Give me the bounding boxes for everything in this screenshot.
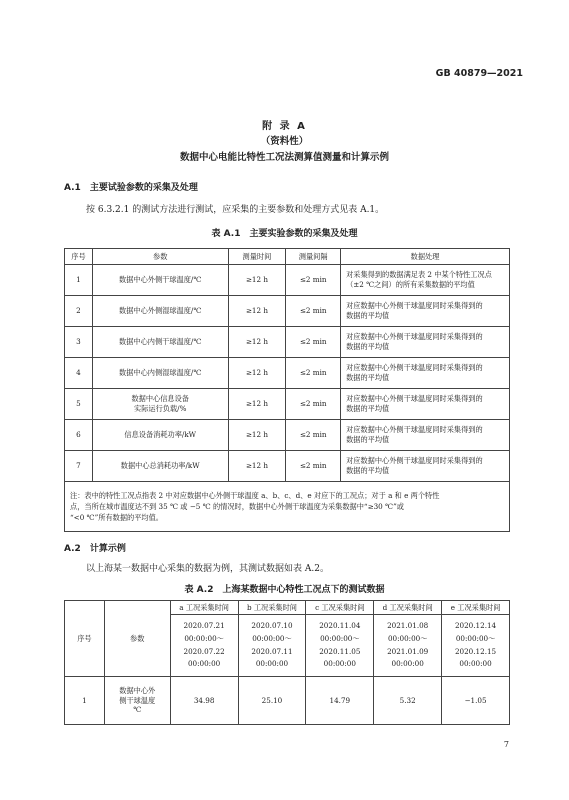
time-line: 00:00:00～ xyxy=(320,633,360,643)
row-time: ≥12 h xyxy=(228,451,286,482)
row-no: 2 xyxy=(65,296,93,327)
time-line: 00:00:00 xyxy=(391,659,424,669)
table-a1-note xyxy=(65,482,510,532)
appendix-title: 附 录 A xyxy=(262,121,307,132)
table-a2-caption: 表 A.2 上海某数据中心特性工况点下的测试数据 xyxy=(184,585,385,595)
row-param xyxy=(92,327,228,358)
row-no: 1 xyxy=(65,265,93,296)
row-param xyxy=(92,265,228,296)
table-a1-row xyxy=(65,420,510,451)
table-a1-header-processing: 数据处理 xyxy=(341,249,510,265)
time-line: 00:00:00 xyxy=(459,659,492,669)
time-line: 00:00:00 xyxy=(255,659,289,669)
processing-line: 对应数据中心外侧干球温度同时采集得到的 xyxy=(346,394,483,404)
row-param xyxy=(92,389,228,420)
processing-line: 对应数据中心外侧干球温度同时采集得到的 xyxy=(346,456,483,466)
row-processing xyxy=(341,451,510,482)
table-a1-note-line: “<0 ℃”所有数据的平均值。 xyxy=(70,513,163,523)
table-a1-header-time: 测量时间 xyxy=(228,249,286,265)
section-a1-heading: A.1 主要试验参数的采集及处理 xyxy=(64,183,198,193)
table-a2-col-label: e 工况采集时间 xyxy=(442,601,510,615)
section-a2-text: 以上海某一数据中心采集的数据为例，其测试数据如表 A.2。 xyxy=(86,564,329,574)
table-a2-row-no: 1 xyxy=(65,677,105,725)
table-a1-row xyxy=(65,265,510,296)
table-a2-col-time xyxy=(170,615,238,677)
row-param xyxy=(92,296,228,327)
time-line: 00:00:00 xyxy=(187,659,221,669)
row-time: ≥12 h xyxy=(228,265,286,296)
processing-line: 对应数据中心外侧干球温度同时采集得到的 xyxy=(346,301,483,311)
table-a2-value: 5.32 xyxy=(374,677,442,725)
row-processing xyxy=(341,265,510,296)
param-line: 数据中心内侧湿球温度/℃ xyxy=(119,368,202,378)
row-interval: ≤2 min xyxy=(286,327,341,358)
table-a2-value: 25.10 xyxy=(238,677,306,725)
section-a1-text: 按 6.3.2.1 的测试方法进行测试，应采集的主要参数和处理方式见表 A.1。 xyxy=(86,205,385,215)
row-time: ≥12 h xyxy=(228,420,286,451)
param-line: 信息设备消耗功率/kW xyxy=(124,430,197,440)
table-a2-col-label: c 工况采集时间 xyxy=(306,601,374,615)
table-a2-value: 34.98 xyxy=(170,677,238,725)
row-interval: ≤2 min xyxy=(286,296,341,327)
table-a2-header-no: 序号 xyxy=(65,601,105,677)
processing-line: 对应数据中心外侧干球温度同时采集得到的 xyxy=(346,425,483,435)
processing-line: 数据的平均值 xyxy=(346,373,390,382)
row-processing xyxy=(341,327,510,358)
row-time: ≥12 h xyxy=(228,327,286,358)
table-a2-col-label: d 工况采集时间 xyxy=(374,601,442,615)
table-a1-note-line: 点，当所在城市温度达不到 35 ℃ 或 −5 ℃ 的情况时，数据中心外侧干球温度为采集数据中“≥30 ℃”或 xyxy=(70,501,404,511)
row-time: ≥12 h xyxy=(228,296,286,327)
time-line: 2020.11.05 xyxy=(319,646,361,656)
param-line: 数据中心外侧湿球温度/℃ xyxy=(119,306,202,316)
time-line: 2021.01.09 xyxy=(387,646,429,656)
processing-line: 数据的平均值 xyxy=(346,466,390,475)
table-a1-header-param: 参数 xyxy=(92,249,228,265)
table-a2 xyxy=(64,600,510,725)
page-number: 7 xyxy=(503,740,509,749)
row-param xyxy=(92,358,228,389)
table-a1-row xyxy=(65,358,510,389)
table-a2-col-time xyxy=(442,615,510,677)
processing-line: 数据的平均值 xyxy=(346,404,390,413)
time-line: 2020.11.04 xyxy=(319,621,361,631)
row-interval: ≤2 min xyxy=(286,389,341,420)
time-line: 2020.12.14 xyxy=(454,621,497,631)
processing-line: 数据的平均值 xyxy=(346,342,390,351)
row-interval: ≤2 min xyxy=(286,265,341,296)
row-processing xyxy=(341,296,510,327)
param-line: 数据中心信息设备 xyxy=(131,394,189,404)
row-no: 6 xyxy=(65,420,93,451)
row-interval: ≤2 min xyxy=(286,451,341,482)
table-a1-header-no: 序号 xyxy=(65,249,93,265)
table-a2-col-label: b 工况采集时间 xyxy=(238,601,306,615)
processing-line: 数据的平均值 xyxy=(346,435,390,444)
table-a1-caption: 表 A.1 主要实验参数的采集及处理 xyxy=(211,229,358,239)
table-a2-param-line: ℃ xyxy=(133,705,142,715)
time-line: 2020.12.15 xyxy=(454,646,497,656)
processing-line: 对采集得到的数据满足表 2 中某个特性工况点 xyxy=(346,270,492,280)
table-a1-row xyxy=(65,451,510,482)
time-line: 2020.07.11 xyxy=(251,646,293,656)
row-param xyxy=(92,420,228,451)
table-a2-value: 14.79 xyxy=(306,677,374,725)
time-line: 00:00:00～ xyxy=(252,633,292,643)
appendix-subtitle: 数据中心电能比特性工况法测算值测量和计算示例 xyxy=(179,152,389,163)
row-no: 3 xyxy=(65,327,93,358)
time-line: 2021.01.08 xyxy=(387,621,429,631)
table-a1 xyxy=(64,248,510,532)
table-a1-note-line: 注：表中的特性工况点指表 2 中对应数据中心外侧干球温度 a、b、c、d、e 对应下的工况点；对于 a 和 e 两个特性 xyxy=(70,490,440,500)
processing-line: （±2 ℃之间）的所有采集数据的平均值 xyxy=(346,280,475,289)
table-a2-col-time xyxy=(374,615,442,677)
row-processing xyxy=(341,420,510,451)
time-line: 00:00:00～ xyxy=(387,633,428,643)
processing-line: 对应数据中心外侧干球温度同时采集得到的 xyxy=(346,363,483,373)
row-no: 7 xyxy=(65,451,93,482)
row-param xyxy=(92,451,228,482)
processing-line: 数据的平均值 xyxy=(346,311,390,320)
standard-number: GB 40879—2021 xyxy=(435,68,523,79)
table-a2-param-line: 侧干球温度 xyxy=(119,695,156,705)
param-line: 数据中心内侧干球温度/℃ xyxy=(119,337,202,347)
table-a1-row xyxy=(65,296,510,327)
param-line: 实际运行负载/% xyxy=(134,404,187,413)
table-a2-col-time xyxy=(238,615,306,677)
time-line: 00:00:00～ xyxy=(184,633,224,643)
table-a2-param-line: 数据中心外 xyxy=(119,685,156,695)
time-line: 00:00:00～ xyxy=(455,633,496,643)
table-a2-header-param: 参数 xyxy=(104,601,170,677)
row-processing xyxy=(341,358,510,389)
processing-line: 对应数据中心外侧干球温度同时采集得到的 xyxy=(346,332,483,342)
time-line: 00:00:00 xyxy=(323,659,356,669)
table-a2-col-label: a 工况采集时间 xyxy=(170,601,238,615)
table-a1-header-interval: 测量间隔 xyxy=(286,249,341,265)
param-line: 数据中心总消耗功率/kW xyxy=(120,461,200,471)
table-a2-value: −1.05 xyxy=(442,677,510,725)
section-a2-heading: A.2 计算示例 xyxy=(64,544,126,554)
time-line: 2020.07.22 xyxy=(183,646,225,656)
table-a1-row xyxy=(65,327,510,358)
table-a1-row xyxy=(65,389,510,420)
table-a2-row-param xyxy=(104,677,170,725)
row-no: 4 xyxy=(65,358,93,389)
row-time: ≥12 h xyxy=(228,358,286,389)
row-interval: ≤2 min xyxy=(286,420,341,451)
row-interval: ≤2 min xyxy=(286,358,341,389)
time-line: 2020.07.10 xyxy=(251,621,293,631)
appendix-nature: （资料性） xyxy=(260,136,309,147)
param-line: 数据中心外侧干球温度/℃ xyxy=(119,275,202,285)
time-line: 2020.07.21 xyxy=(183,621,225,631)
row-time: ≥12 h xyxy=(228,389,286,420)
row-processing xyxy=(341,389,510,420)
table-a2-col-time xyxy=(306,615,374,677)
row-no: 5 xyxy=(65,389,93,420)
